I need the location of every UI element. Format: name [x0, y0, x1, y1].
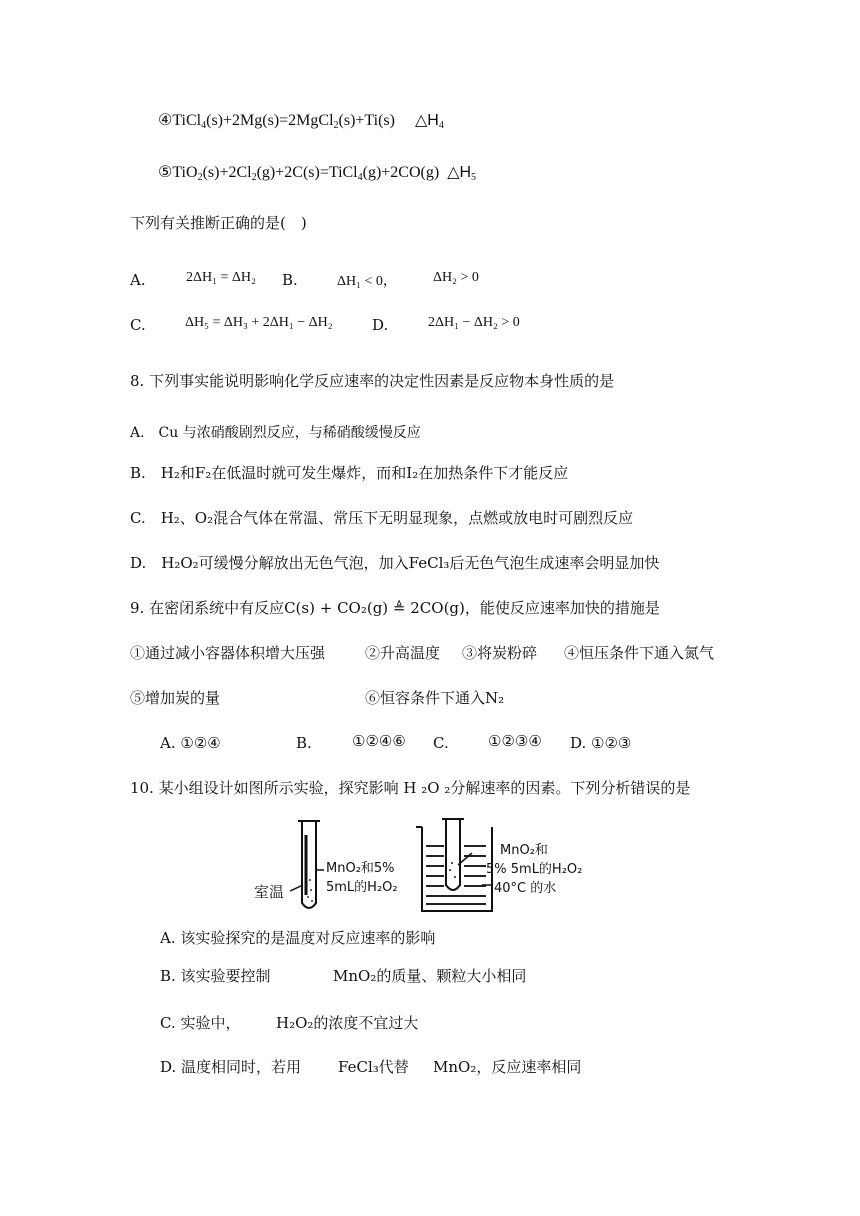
- q10-option-d-2: FeCl₃代替: [338, 1058, 409, 1076]
- experiment-figure: [250, 815, 610, 920]
- q9-measure-1: ①通过减小容器体积增大压强: [130, 644, 326, 662]
- q10-option-d-3: MnO₂，反应速率相同: [433, 1058, 582, 1076]
- sub: 2: [333, 120, 339, 131]
- q9-measure-3: ③将炭粉碎: [462, 644, 538, 662]
- q7-option-a-label: A.: [130, 271, 146, 289]
- reaction-5-part-a: TiO: [172, 164, 198, 181]
- q8-option-b: B. H₂和F₂在低温时就可发生爆炸，而和I₂在加热条件下才能反应: [130, 464, 569, 482]
- sub: 5: [471, 172, 477, 183]
- reaction-5-part-b: (s)+2Cl: [202, 164, 252, 181]
- label-right-2: 5% 5mL的H₂O₂: [486, 862, 583, 877]
- reaction-5-part-d: (g)+2CO(g): [362, 164, 440, 181]
- q10-option-b-2: MnO₂的质量、颗粒大小相同: [333, 967, 527, 985]
- delta-h-label: △H: [447, 164, 472, 181]
- q7-option-b-label: B.: [282, 271, 298, 289]
- q10-option-a: A. 该实验探究的是温度对反应速率的影响: [160, 929, 436, 947]
- reaction-4-part-b: (s)+2Mg(s)=2MgCl: [206, 112, 334, 129]
- q9-measure-6: ⑥恒容条件下通入N₂: [365, 689, 505, 707]
- reaction-5-number: ⑤: [158, 164, 173, 181]
- q10-option-b-1: B. 该实验要控制: [160, 967, 271, 985]
- q7-option-c-label: C.: [130, 316, 146, 334]
- q9-option-d: D. ①②③: [570, 734, 632, 752]
- q10-option-d-1: D. 温度相同时，若用: [160, 1058, 302, 1076]
- q9-measure-2: ②升高温度: [365, 644, 441, 662]
- sub: 2: [251, 172, 257, 183]
- reaction-5: [158, 163, 476, 188]
- reaction-5-part-c: (g)+2C(s)=TiCl: [256, 164, 358, 181]
- q8-option-d: D. H₂O₂可缓慢分解放出无色气泡，加入FeCl₃后无色气泡生成速率会明显加快: [130, 554, 660, 572]
- reaction-4: [158, 111, 444, 136]
- q10-option-c-1: C. 实验中，: [160, 1014, 241, 1032]
- label-room-temp: 室温: [254, 883, 285, 901]
- q7-stem: 下列有关推断正确的是( ): [130, 214, 307, 232]
- q9-measure-4: ④恒压条件下通入氮气: [564, 644, 715, 662]
- label-right-1: MnO₂和: [500, 843, 548, 858]
- sub: 2: [197, 172, 203, 183]
- q10-stem: 10. 某小组设计如图所示实验，探究影响 H ₂O ₂分解速率的因素。下列分析错误的是: [130, 779, 691, 797]
- delta-h-label: △H: [414, 112, 439, 129]
- q8-stem: 8. 下列事实能说明影响化学反应速率的决定性因素是反应物本身性质的是: [130, 372, 615, 390]
- beaker-water: [426, 845, 486, 905]
- q9-option-c-label: C.: [433, 734, 449, 752]
- label-right-3: 40°C 的水: [494, 881, 557, 896]
- q9-measure-5: ⑤增加炭的量: [130, 689, 221, 707]
- q8-option-c: C. H₂、O₂混合气体在常温、常压下无明显现象，点燃或放电时可剧烈反应: [130, 509, 634, 527]
- test-tube-icon: [298, 821, 320, 908]
- sub: 4: [357, 172, 363, 183]
- reaction-4-number: ④: [158, 112, 173, 129]
- sub: 4: [201, 120, 207, 131]
- reaction-4-part-c: (s)+Ti(s): [338, 112, 395, 129]
- sub: 4: [438, 120, 444, 131]
- q9-stem: 9. 在密闭系统中有反应C(s) + CO₂(g) ≜ 2CO(g)，能使反应速率加快的措施是: [130, 599, 660, 617]
- q7-option-c-text: ΔH₅ = ΔH₃ + 2ΔH₁ − ΔH₂: [185, 315, 333, 330]
- q8-option-a: A. Cu 与浓硝酸剧烈反应，与稀硝酸缓慢反应: [130, 425, 421, 441]
- q7-option-b-text-2: ΔH₂ > 0: [433, 270, 479, 285]
- q7-option-a-text: 2ΔH₁ = ΔH₂: [186, 270, 256, 285]
- q9-option-a: A. ①②④: [160, 734, 221, 752]
- label-left-2: 5mL的H₂O₂: [326, 880, 398, 895]
- q7-option-b-text-1: ΔH₁ < 0，: [337, 274, 397, 289]
- reaction-4-part-a: TiCl: [172, 112, 202, 129]
- q7-option-d-text: 2ΔH₁ − ΔH₂ > 0: [428, 315, 520, 330]
- q9-option-b-label: B.: [296, 734, 312, 752]
- label-left-1: MnO₂和5%: [326, 861, 395, 876]
- q10-option-c-2: H₂O₂的浓度不宜过大: [276, 1014, 419, 1032]
- q9-option-b: ①②④⑥: [352, 732, 406, 750]
- q9-option-c: ①②③④: [488, 732, 542, 750]
- q7-option-d-label: D.: [372, 316, 389, 334]
